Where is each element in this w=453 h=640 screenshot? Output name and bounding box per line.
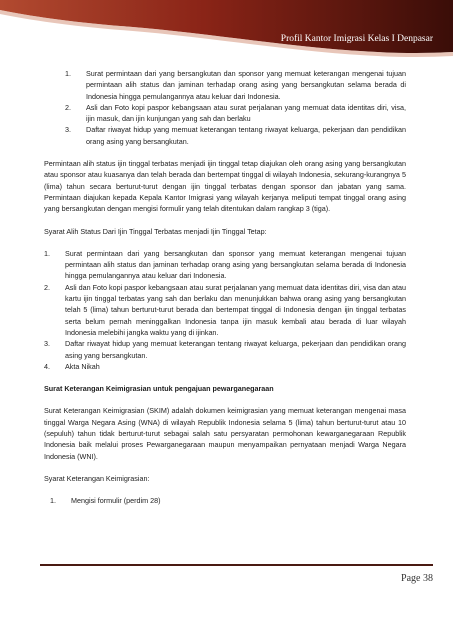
requirements-list-1	[65, 68, 406, 147]
paragraph-skim: Surat Keterangan Keimigrasian (SKIM) adalah dokumen keimigrasian yang memuat keterangan mengenai masa tinggal Warga Negara Asing (WNA) di wilayah Republik Indonesia selama 5 (lima) tahun berturut-turut atau 10 (sepuluh) tahun tidak berturut-turut sebagai salah satu persyaratan permohonan kewarganegaraan Republik Indonesia baik melalui proses Pewarganegaraan maupun menyampaikan pernyataan menjadi Warga Negara Indonesia (WNI).	[44, 406, 406, 461]
list-text: Surat permintaan dari yang bersangkutan dan sponsor yang memuat keterangan mengenai tujuan permintaan alih status dan jaminan terhadap orang asing yang bersangkutan selama berada di Indonesia hingga pemulangannya atau keluar dari Indonesia.	[86, 69, 406, 101]
list-number: 3.	[44, 339, 50, 349]
syarat-title: Syarat Alih Status Dari Ijin Tinggal Terbatas menjadi Ijin Tinggal Tetap:	[44, 226, 267, 236]
page-number: Page 38	[401, 573, 433, 584]
list-text: Asli dan Foto kopi paspor kebangsaan atau surat perjalanan yang memuat data identitas diri, visa, ijin masuk, dan ijin kunjungan yang sah dan berlaku	[86, 102, 406, 124]
header-title: Profil Kantor Imigrasi Kelas I Denpasar	[280, 34, 433, 44]
list-number: 4.	[44, 361, 50, 371]
list-item	[65, 124, 406, 147]
list-text: Daftar riwayat hidup yang memuat keterangan tentang riwayat keluarga, pekerjaan dan pendidikan orang asing yang bersangkutan.	[86, 125, 406, 146]
list-number: 2.	[44, 282, 50, 292]
list-item	[44, 248, 406, 282]
page-content	[44, 68, 406, 507]
list-text: Asli dan Foto kopi paspor kebangsaan atau surat perjalanan yang memuat data identitas diri, visa dan atau kartu ijin tinggal terbatas yang sah dan berlaku dan menunjukkan bahwa orang asing yang bersangkutan telah 5 (lima) tahun berturut-turut berada dan bertempat tinggal di Indonesia dengan ijin tinggal terbatas serta belum pernah meninggalkan Indonesia tanpa ijin masuk kembali atau berada di luar wilayah Indonesia melebihi jangka waktu yang di ijinkan.	[65, 282, 406, 337]
header-banner	[0, 0, 453, 58]
skim-list-title: Syarat Keterangan Keimigrasian:	[44, 473, 150, 483]
list-text: Daftar riwayat hidup yang memuat keterangan tentang riwayat keluarga, pekerjaan dan pendidikan orang asing yang bersangkutan.	[65, 339, 406, 360]
requirements-list-3	[50, 495, 406, 506]
list-text: Akta Nikah	[65, 361, 100, 371]
list-number: 3.	[65, 125, 71, 135]
list-item	[44, 361, 406, 372]
list-number: 1.	[44, 248, 50, 258]
paragraph-alih-status: Permintaan alih status ijin tinggal terbatas menjadi ijin tinggal tetap diajukan oleh orang asing yang bersangkutan atau sponsor atau kuasanya dan telah berada dan bertempat tinggal di wilayah Indonesia, sekurang-kurangnya 5 (lima) tahun secara berturut-turut dengan ijin tinggal terbatas dengan sponsor dan jabatan yang sama. Permintaan diajukan kepada Kepala Kantor Imigrasi yang wilayah kerjanya meliputi tempat tinggal orang asing yang bersangkutan dengan mengisi formulir yang telah ditentukan dalam rangkap 3 (tiga).	[44, 159, 406, 214]
list-number: 1.	[65, 69, 71, 78]
list-item	[44, 282, 406, 338]
list-number: 1.	[50, 496, 56, 506]
requirements-list-2	[44, 248, 406, 372]
list-text: Surat permintaan dari yang bersangkutan dan sponsor yang memuat keterangan mengenai tujuan permintaan alih status dan jaminan terhadap orang asing yang bersangkutan selama berada di Indonesia hingga pemulangannya atau keluar dari Indonesia.	[65, 248, 406, 281]
list-item	[44, 338, 406, 361]
footer-divider	[40, 564, 433, 566]
section-heading: Surat Keterangan Keimigrasian untuk pengajuan pewarganegaraan	[44, 384, 274, 394]
list-number: 2.	[65, 102, 71, 112]
header-swoosh	[0, 0, 453, 58]
list-item	[65, 102, 406, 125]
list-text: Mengisi formulir (perdim 28)	[71, 496, 161, 506]
list-item	[65, 68, 406, 102]
list-item	[50, 495, 406, 506]
